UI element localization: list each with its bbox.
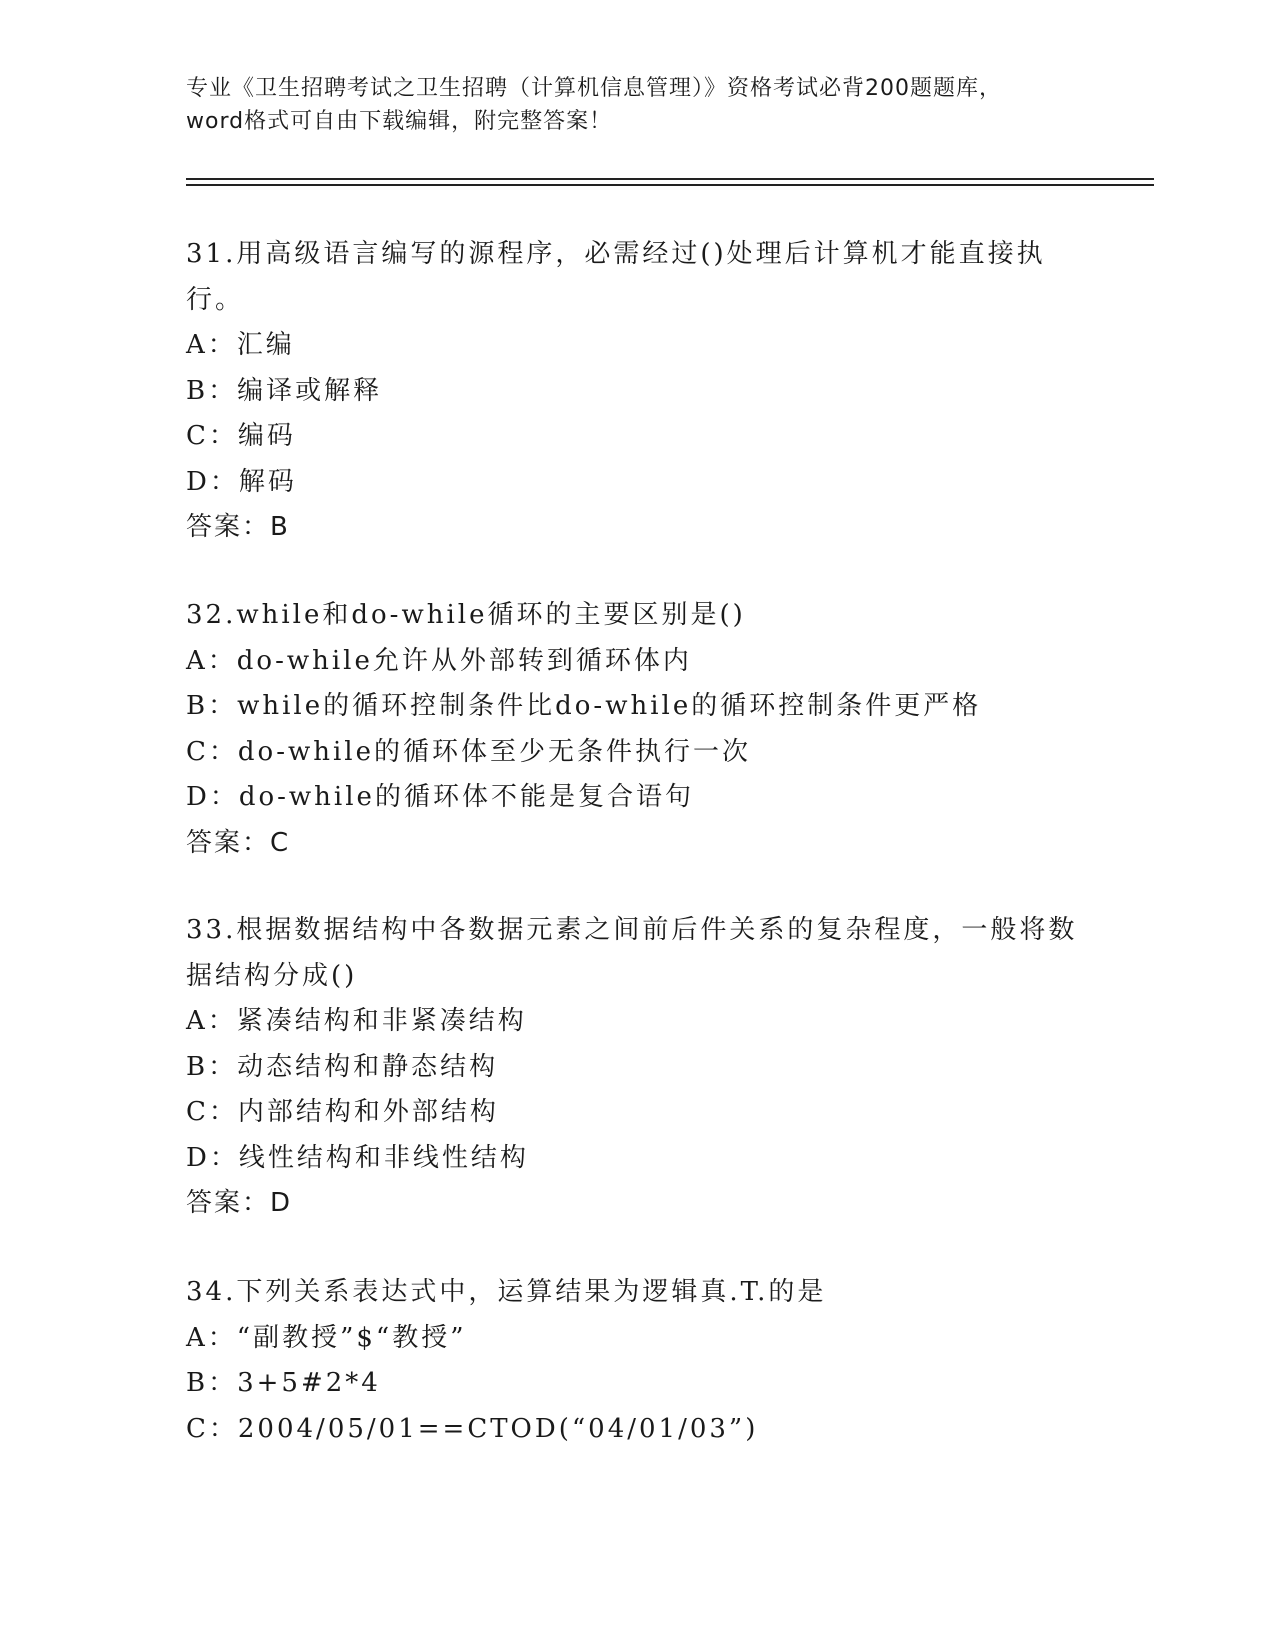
option-c: C：2004/05/01==CTOD(“04/01/03”) (186, 1413, 759, 1444)
option-d: D：解码 (186, 466, 297, 497)
option-c: C：内部结构和外部结构 (186, 1097, 499, 1127)
option-b: B：编译或解释 (186, 375, 383, 406)
question-32 (186, 593, 1086, 866)
option-c: C：do-while的循环体至少无条件执行一次 (186, 736, 751, 767)
option-c: C：编码 (186, 421, 296, 451)
header-divider-bottom (186, 184, 1154, 186)
question-stem: 34.下列关系表达式中，运算结果为逻辑真.T.的是 (186, 1277, 827, 1307)
option-a: A：紧凑结构和非紧凑结构 (186, 1006, 527, 1036)
option-a: A：汇编 (186, 330, 295, 360)
option-d: D：do-while的循环体不能是复合语句 (186, 782, 694, 812)
header-divider-top (186, 178, 1154, 180)
question-stem: 32.while和do-while循环的主要区别是() (186, 600, 746, 630)
document-header (186, 72, 1086, 138)
option-b: B：3+5#2*4 (186, 1368, 381, 1398)
option-b: B：while的循环控制条件比do-while的循环控制条件更严格 (186, 691, 982, 721)
question-33 (186, 908, 1086, 1227)
header-line-2: word格式可自由下载编辑，附完整答案！ (186, 109, 613, 134)
option-b: B：动态结构和静态结构 (186, 1051, 499, 1082)
answer: 答案：B (186, 512, 290, 542)
question-31 (186, 232, 1086, 551)
option-a: A：do-while允许从外部转到循环体内 (186, 645, 692, 676)
answer: 答案：C (186, 827, 291, 858)
option-d: D：线性结构和非线性结构 (186, 1142, 529, 1173)
question-34 (186, 1270, 1086, 1452)
option-a: A：“副教授”$“教授” (186, 1322, 467, 1353)
question-stem: 33.根据数据结构中各数据元素之间前后件关系的复杂程度，一般将数据结构分成() (186, 915, 1078, 991)
question-stem: 31.用高级语言编写的源程序，必需经过()处理后计算机才能直接执行。 (186, 239, 1046, 315)
answer: 答案：D (186, 1188, 293, 1218)
header-line-1: 专业《卫生招聘考试之卫生招聘（计算机信息管理）》资格考试必背200题题库， (186, 76, 1002, 101)
